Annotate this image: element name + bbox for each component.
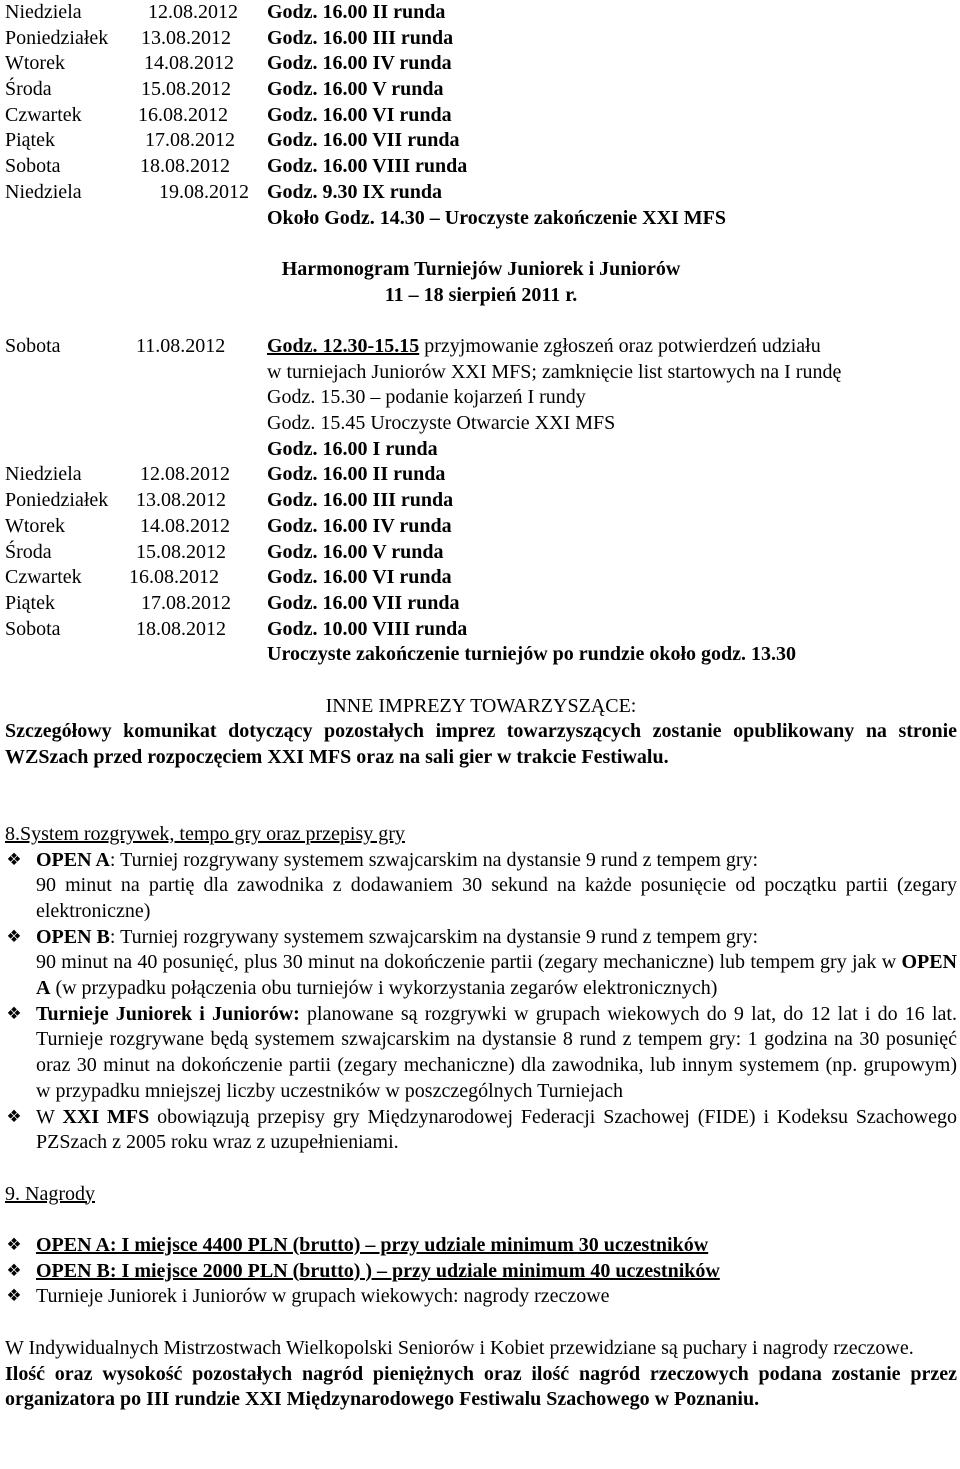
list-item [5, 1002, 957, 1105]
schedule-row [5, 565, 957, 591]
junior-schedule-dates: 11 – 18 sierpień 2011 r. [384, 283, 578, 306]
round-label: Godz. 16.00 VI runda [267, 103, 452, 126]
schedule-row [5, 154, 957, 180]
open-b-label: OPEN B [36, 925, 110, 948]
schedule-row [5, 617, 957, 643]
round-label: Godz. 16.00 VIII runda [267, 155, 468, 178]
schedule-row [5, 591, 957, 617]
rules-pre: W [36, 1105, 63, 1128]
day-label: Sobota [5, 617, 61, 640]
open-a-label: OPEN A [36, 848, 110, 871]
section-8-heading: 8.System rozgrywek, tempo gry oraz przepisy gry [5, 822, 405, 845]
date-label: 18.08.2012 [136, 617, 226, 640]
list-item [5, 1259, 957, 1285]
juniors-label: Turnieje Juniorek i Juniorów: [36, 1002, 300, 1025]
section-8-list [5, 848, 957, 1156]
round-1: Godz. 16.00 I runda [267, 437, 438, 460]
closing-ceremony-junior: Uroczyste zakończenie turniejów po rundzie około godz. 13.30 [267, 643, 797, 666]
day-label: Niedziela [5, 463, 82, 486]
prize-open-a: OPEN A: I miejsce 4400 PLN (brutto) – przy udziale minimum 30 uczestników [36, 1234, 709, 1257]
schedule-row [5, 26, 957, 52]
date-label: 15.08.2012 [136, 540, 226, 563]
diamond-bullet-icon: ❖ [6, 1260, 22, 1281]
schedule-row [5, 514, 957, 540]
closing-ceremony-senior: Około Godz. 14.30 – Uroczyste zakończenie XXI MFS [267, 206, 727, 229]
round-label: Godz. 9.30 IX runda [267, 180, 443, 203]
other-prizes-text: Ilość oraz wysokość pozostałych nagród pieniężnych oraz ilość nagród rzeczowych podana zostanie przez organizatora po III rundzie XXI Międzynarodowego Festiwalu Szachowego w Poznaniu. [5, 1362, 957, 1411]
date-label: 17.08.2012 [141, 591, 231, 614]
day-label: Wtorek [5, 52, 65, 75]
day-label: Piątek [5, 129, 55, 152]
date-label: 13.08.2012 [136, 489, 226, 512]
juniors-text: planowane są rozgrywki w grupach wiekowych do 9 lat, do 12 lat i do 16 lat. Turnieje rozgrywane będą systemem szwajcarskim na dystansie 8 rund z tempem gry: 1 godzina na 30 posunięć oraz 30 minut na dokończenie partii (zegary mechaniczne) dla zawodnika, lub innym systemem (np. grupowym) w przypadku mniejszej liczby uczestników w poszczególnych Turniejach [36, 1002, 957, 1102]
junior-schedule-title: Harmonogram Turniejów Juniorek i Juniorów [281, 257, 681, 280]
open-b-tempo: 90 minut na 40 posunięć, plus 30 minut na dokończenie partii (zegary mechaniczne) lub tempem gry jak w [36, 951, 902, 974]
pairing-announcement: Godz. 15.30 – podanie kojarzeń I rundy [267, 386, 586, 409]
list-item [5, 848, 957, 925]
junior-schedule [5, 462, 957, 642]
date-label: 15.08.2012 [141, 78, 231, 101]
registration-time: Godz. 12.30-15.15 [267, 334, 420, 357]
senior-schedule [5, 0, 957, 206]
diamond-bullet-icon: ❖ [6, 849, 22, 870]
day-label: Sobota [5, 155, 61, 178]
seniors-prizes-text: W Indywidualnych Mistrzostwach Wielkopolski Seniorów i Kobiet przewidziane są puchary i nagrody rzeczowe. [5, 1336, 914, 1359]
date-label: 16.08.2012 [129, 566, 219, 589]
date-label: 14.08.2012 [140, 514, 230, 537]
day-label: Poniedziałek [5, 26, 109, 49]
schedule-row [5, 0, 957, 26]
open-a-tempo: 90 minut na partię dla zawodnika z dodawaniem 30 sekund na każde posunięcie od początku partii (zegary elektroniczne) [36, 874, 957, 922]
date-label: 19.08.2012 [159, 180, 249, 203]
diamond-bullet-icon: ❖ [6, 1003, 22, 1024]
diamond-bullet-icon: ❖ [6, 926, 22, 947]
open-b-text: : Turniej rozgrywany systemem szwajcarskim na dystansie 9 rund z tempem gry: [109, 925, 759, 948]
round-label: Godz. 16.00 V runda [267, 78, 444, 101]
round-label: Godz. 16.00 VII runda [267, 129, 460, 152]
day-label: Niedziela [5, 180, 82, 203]
schedule-row [5, 462, 957, 488]
day-label: Wtorek [5, 514, 65, 537]
round-label: Godz. 16.00 II runda [267, 463, 446, 486]
section-9-list [5, 1233, 957, 1310]
other-events-text: Szczegółowy komunikat dotyczący pozostałych imprez towarzyszących zostanie opublikowany na stronie WZSzach przed rozpoczęciem XXI MFS oraz na sali gier w trakcie Festiwalu. [5, 720, 957, 769]
registration-text: przyjmowanie zgłoszeń oraz potwierdzeń udziału [419, 334, 821, 357]
round-label: Godz. 16.00 III runda [267, 489, 454, 512]
day-label: Środa [5, 540, 52, 563]
other-events-heading: INNE IMPREZY TOWARZYSZĄCE: [325, 694, 637, 717]
round-label: Godz. 16.00 IV runda [267, 514, 452, 537]
open-a-text: : Turniej rozgrywany systemem szwajcarskim na dystansie 9 rund z tempem gry: [109, 848, 759, 871]
date-label: 17.08.2012 [145, 129, 235, 152]
date-label: 11.08.2012 [136, 334, 226, 357]
diamond-bullet-icon: ❖ [6, 1106, 22, 1127]
open-b-tempo-cont: (w przypadku połączenia obu turniejów i wykorzystania zegarów elektronicznych) [50, 977, 718, 1000]
opening-ceremony: Godz. 15.45 Uroczyste Otwarcie XXI MFS [267, 412, 616, 435]
schedule-row [5, 540, 957, 566]
list-item [5, 1284, 957, 1310]
schedule-row [5, 488, 957, 514]
round-label: Godz. 16.00 V runda [267, 540, 444, 563]
date-label: 12.08.2012 [140, 463, 230, 486]
rules-text: obowiązują przepisy gry Międzynarodowej Federacji Szachowej (FIDE) i Kodeksu Szachowego PZSzach z 2005 roku wraz z uzupełnieniami. [36, 1105, 958, 1154]
diamond-bullet-icon: ❖ [6, 1235, 22, 1256]
day-label: Piątek [5, 591, 55, 614]
round-label: Godz. 16.00 II runda [267, 1, 446, 23]
mfs-label: XXI MFS [62, 1105, 150, 1128]
round-label: Godz. 16.00 IV runda [267, 52, 452, 75]
list-item [5, 1105, 957, 1156]
schedule-row [5, 51, 957, 77]
date-label: 12.08.2012 [148, 1, 238, 23]
round-label: Godz. 16.00 III runda [267, 26, 454, 49]
date-label: 13.08.2012 [141, 26, 231, 49]
schedule-row [5, 128, 957, 154]
diamond-bullet-icon: ❖ [6, 1286, 22, 1307]
junior-saturday-row [5, 334, 957, 360]
date-label: 16.08.2012 [138, 103, 228, 126]
schedule-row [5, 103, 957, 129]
prize-open-b: OPEN B: I miejsce 2000 PLN (brutto) ) – przy udziale minimum 40 uczestników [36, 1259, 720, 1282]
round-label: Godz. 10.00 VIII runda [267, 617, 468, 640]
day-label: Sobota [5, 334, 61, 357]
schedule-row [5, 180, 957, 206]
day-label: Czwartek [5, 103, 82, 126]
day-label: Środa [5, 78, 52, 101]
registration-text-cont: w turniejach Juniorów XXI MFS; zamknięcie list startowych na I rundę [267, 360, 842, 383]
day-label: Niedziela [5, 1, 82, 23]
day-label: Czwartek [5, 566, 82, 589]
date-label: 14.08.2012 [144, 52, 234, 75]
round-label: Godz. 16.00 VI runda [267, 566, 452, 589]
prize-juniors: Turnieje Juniorek i Juniorów w grupach wiekowych: nagrody rzeczowe [36, 1285, 610, 1308]
list-item [5, 1233, 957, 1259]
list-item [5, 925, 957, 1002]
round-label: Godz. 16.00 VII runda [267, 591, 460, 614]
date-label: 18.08.2012 [140, 155, 230, 178]
day-label: Poniedziałek [5, 489, 109, 512]
section-9-heading: 9. Nagrody [5, 1182, 95, 1205]
schedule-row [5, 77, 957, 103]
document-page [5, 0, 957, 1413]
open-a-ref: OPEN A [36, 951, 957, 1000]
